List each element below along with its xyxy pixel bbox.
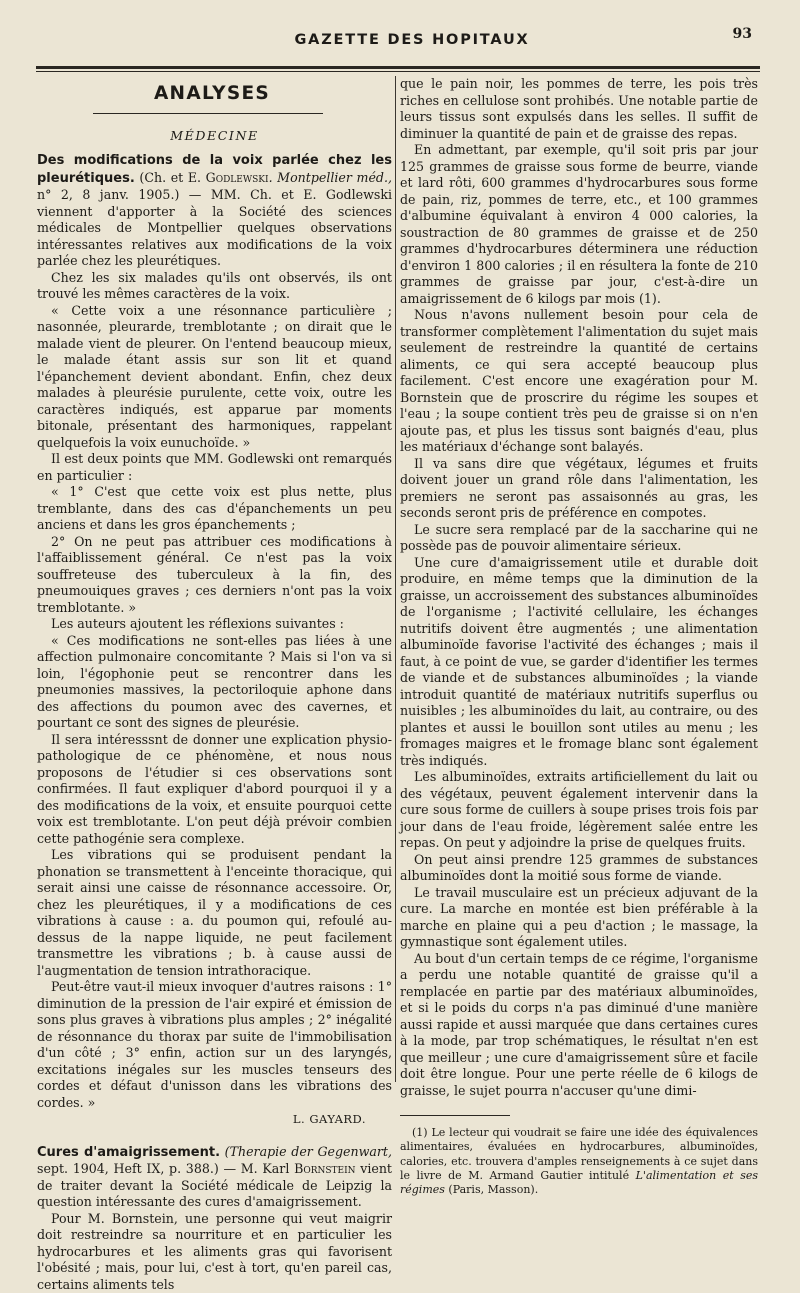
subsection-heading: MÉDECINE: [37, 128, 392, 145]
running-head: [0, 32, 800, 58]
paragraph: Il est deux points que MM. Godlewski ont remarqués en particulier :: [37, 451, 392, 484]
article-citation-mid: sept. 1904, Heft IX, p. 388.) — M. Karl: [37, 1161, 294, 1176]
column-separator: [395, 76, 396, 1082]
page-number: 93: [712, 26, 752, 42]
paragraph: 2° On ne peut pas attribuer ces modifications à l'affaiblissement général. Ce n'est pas la voix souffreteuse des tuberculeux à la fin, des pneumouiques graves ; ces derniers n'ont pas la voix tremblotante. »: [37, 534, 392, 617]
paragraph: Il sera intéresssnt de donner une explication physio-pathologique de ce phénomène, et nous nous proposons de l'étudier si ces observations sont confirmées. Il faut expliquer d'abord pourquoi il y a des modifications de la voix, et ensuite pourquoi cette voix est tremblotante. L'on peut déjà prévoir combien cette pathogénie sera complexe.: [37, 732, 392, 848]
paragraph: Chez les six malades qu'ils ont observés, ils ont trouvé les mêmes caractères de la voix.: [37, 270, 392, 303]
paragraph: Pour M. Bornstein, une personne qui veut maigrir doit restreindre sa nourriture et en particulier les hydrocarbures et les aliments gras qui favorisent l'obésité ; mais, pour lui, c'est à tort, qu'en pareil cas, certains aliments tels: [37, 1211, 392, 1293]
footnote-reference[interactable]: (1): [639, 291, 657, 306]
footnote-mark: (1): [412, 1126, 428, 1139]
journal-title: GAZETTE DES HOPITAUX: [282, 32, 542, 48]
paragraph: Une cure d'amaigrissement utile et durable doit produire, en même temps que la diminution de la graisse, un accroissement des substances albuminoïdes de l'organisme ; l'activité cellulaire, les échanges nutritifs doivent être augmentés ; une alimentation albuminoïde favorise l'activité des échanges ; mais il faut, à ce point de vue, se garder d'identifier les termes de viande et de substances albuminoïdes ; la viande introduit quantité de matériaux nutritifs superflus ou nuisibles ; les albuminoïdes du lait, au contraire, ou des plantes et aussi le bouillon sont utiles au menu ; les fromages maigres et le fromage blanc sont également très indiqués.: [400, 555, 758, 770]
paragraph: « Ces modifications ne sont-elles pas liées à une affection pulmonaire concomitante ? Mais si l'on va si loin, l'égophonie peut se rencontrer dans les pneumonies massives, la pectoriloquie aphone dans des affections du poumon avec des cavernes, et pourtant ce sont des signes de pleurésie.: [37, 633, 392, 732]
article-spacer: [37, 1128, 392, 1144]
left-column: [37, 76, 392, 1293]
article-citation-journal: . Montpellier méd.,: [269, 170, 392, 185]
article-citation-post: vient de traiter devant la Société médicale de Leipzig la question intéressante des cures d'amaigrissement.: [37, 1161, 392, 1209]
footnote-text-end: (Paris, Masson).: [445, 1183, 538, 1196]
article-citation-journal: (Therapie der Gegenwart,: [220, 1144, 392, 1159]
paragraph: [400, 142, 758, 307]
article-lead: [37, 1144, 392, 1211]
paragraph: Les albuminoïdes, extraits artificiellement du lait ou des végétaux, peuvent également intervenir dans la cure sous forme de cuillers à soupe prises trois fois par jour dans de l'eau froide, légèrement salée entre les repas. On peut y adjoindre la prise de quelques fruits.: [400, 769, 758, 852]
article-citation-author: Bornstein: [294, 1161, 355, 1176]
footnote-book-title: L'alimentation et ses régimes: [400, 1169, 758, 1196]
article-title: Des modifications de la voix parlée chez les pleurétiques.: [37, 153, 392, 186]
header-rule-thin: [36, 71, 760, 72]
section-rule: [93, 113, 323, 114]
article-lead: [37, 152, 392, 270]
paragraph: que le pain noir, les pommes de terre, les pois très riches en cellulose sont prohibés. Une notable partie de leurs tissus sont expulsés dans les selles. Il suffit de diminuer la quantité de pain et de graisse des repas.: [400, 76, 758, 142]
article-body: [37, 270, 392, 1112]
article-citation-author: Godlewski: [206, 170, 269, 185]
footnote-text: Le lecteur qui voudrait se faire une idée des équivalences alimentaires, évaluées en hydrocarbures, albuminoïdes, calories, etc. trouvera d'amples renseignements à ce sujet dans le livre de M. Armand Gautier intitulé: [400, 1126, 758, 1182]
article-citation-post: n° 2, 8 janv. 1905.) — MM. Ch. et E. Godlewski viennent d'apporter à la Société des sciences médicales de Montpellier quelques observations intéressantes relatives aux modifications de la voix parlée chez les pleurétiques.: [37, 187, 392, 268]
article-signature: L. GAYARD.: [37, 1111, 392, 1128]
paragraph: On peut ainsi prendre 125 grammes de substances albuminoïdes dont la moitié sous forme de viande.: [400, 852, 758, 885]
right-column: [400, 76, 758, 1197]
paragraph-text: En admettant, par exemple, qu'il soit pris par jour 125 grammes de graisse sous forme de beurre, viande et lard rôti, 600 grammes d'hydrocarbures sous forme de pain, riz, pommes de terre, etc., et 100 grammes d'albumine équivalant à environ 4 000 calories, la soustraction de 80 grammes de graisse et de 250 grammes d'hydrocarbures déterminera une réduction d'environ 1 800 calories ; il en résultera la fonte de 210 grammes de graisse par jour, c'est-à-dire un amaigrissement de 6 kilogs par mois: [400, 142, 758, 306]
footnote: [400, 1126, 758, 1197]
paragraph: « 1° C'est que cette voix est plus nette, plus tremblante, dans des cas d'épanchements un peu anciens et dans les gros épanchements ;: [37, 484, 392, 534]
article-citation-pre: (Ch. et E.: [139, 170, 205, 185]
paragraph: Les auteurs ajoutent les réflexions suivantes :: [37, 616, 392, 633]
section-heading: ANALYSES: [137, 86, 287, 103]
paragraph: Il va sans dire que végétaux, légumes et fruits doivent jouer un grand rôle dans l'alimentation, les premiers ne seront pas assaisonnés au gras, les seconds seront pris de préférence en compotes.: [400, 456, 758, 522]
paragraph: Le sucre sera remplacé par de la saccharine qui ne possède pas de pouvoir alimentaire sérieux.: [400, 522, 758, 555]
paragraph: Au bout d'un certain temps de ce régime, l'organisme a perdu une notable quantité de graisse qu'il a remplacée en partie par des matériaux albuminoïdes, et si le poids du corps n'a pas diminué d'une manière aussi rapide et aussi marquée que dans certaines cures à la mode, par trop schématiques, le résultat n'en est que meilleur ; une cure d'amaigrissement sûre et facile doit être longue. Pour une perte réelle de 6 kilogs de graisse, le sujet pourra n'accuser qu'une dimi-: [400, 951, 758, 1100]
header-rule: [36, 66, 760, 69]
footnote-rule: [400, 1115, 510, 1116]
paragraph-end: .: [657, 291, 661, 306]
paragraph: « Cette voix a une résonnance particulière ; nasonnée, pleurarde, tremblotante ; on dirait que le malade vient de pleurer. On l'entend beaucoup mieux, le malade étant assis sur son lit et quand l'épanchement devient abondant. Enfin, chez deux malades à pleurésie purulente, cette voix, outre les caractères indiqués, est apparue par moments bitonale, présentant des harmoniques, rappelant quelquefois la voix eunuchoïde. »: [37, 303, 392, 452]
paragraph: Peut-être vaut-il mieux invoquer d'autres raisons : 1° diminution de la pression de l'air expiré et émission de sons plus graves à vibrations plus amples ; 2° inégalité de résonnance du thorax par suite de l'immobilisation d'un côté ; 3° enfin, action sur un des laryngés, excitations inégales sur les muscles tenseurs des cordes et défaut d'unisson dans les vibrations des cordes. »: [37, 979, 392, 1111]
article-body: [400, 307, 758, 1099]
paragraph: Le travail musculaire est un précieux adjuvant de la cure. La marche en montée est bien préférable à la marche en plaine qui a peu d'action ; le massage, la gymnastique sont également utiles.: [400, 885, 758, 951]
paragraph: Nous n'avons nullement besoin pour cela de transformer complètement l'alimentation du sujet mais seulement de restreindre la quantité de certains aliments, ce qui sera accepté beaucoup plus facilement. C'est encore une exagération pour M. Bornstein que de proscrire du régime les soupes et l'eau ; la soupe contient très peu de graisse si on n'en ajoute pas, et plus les tissus sont baignés d'eau, plus les matériaux d'échange sont balayés.: [400, 307, 758, 456]
article-body: [37, 1211, 392, 1293]
paragraph: Les vibrations qui se produisent pendant la phonation se transmettent à l'enceinte thoracique, qui serait ainsi une caisse de résonnance accessoire. Or, chez les pleurétiques, il y a modifications de ces vibrations à cause : a. du poumon qui, refoulé au-dessus de la nappe liquide, ne peut facilement transmettre les vibrations ; b. à cause aussi de l'augmentation de tension intrathoracique.: [37, 847, 392, 979]
article-title: Cures d'amaigrissement.: [37, 1145, 220, 1160]
